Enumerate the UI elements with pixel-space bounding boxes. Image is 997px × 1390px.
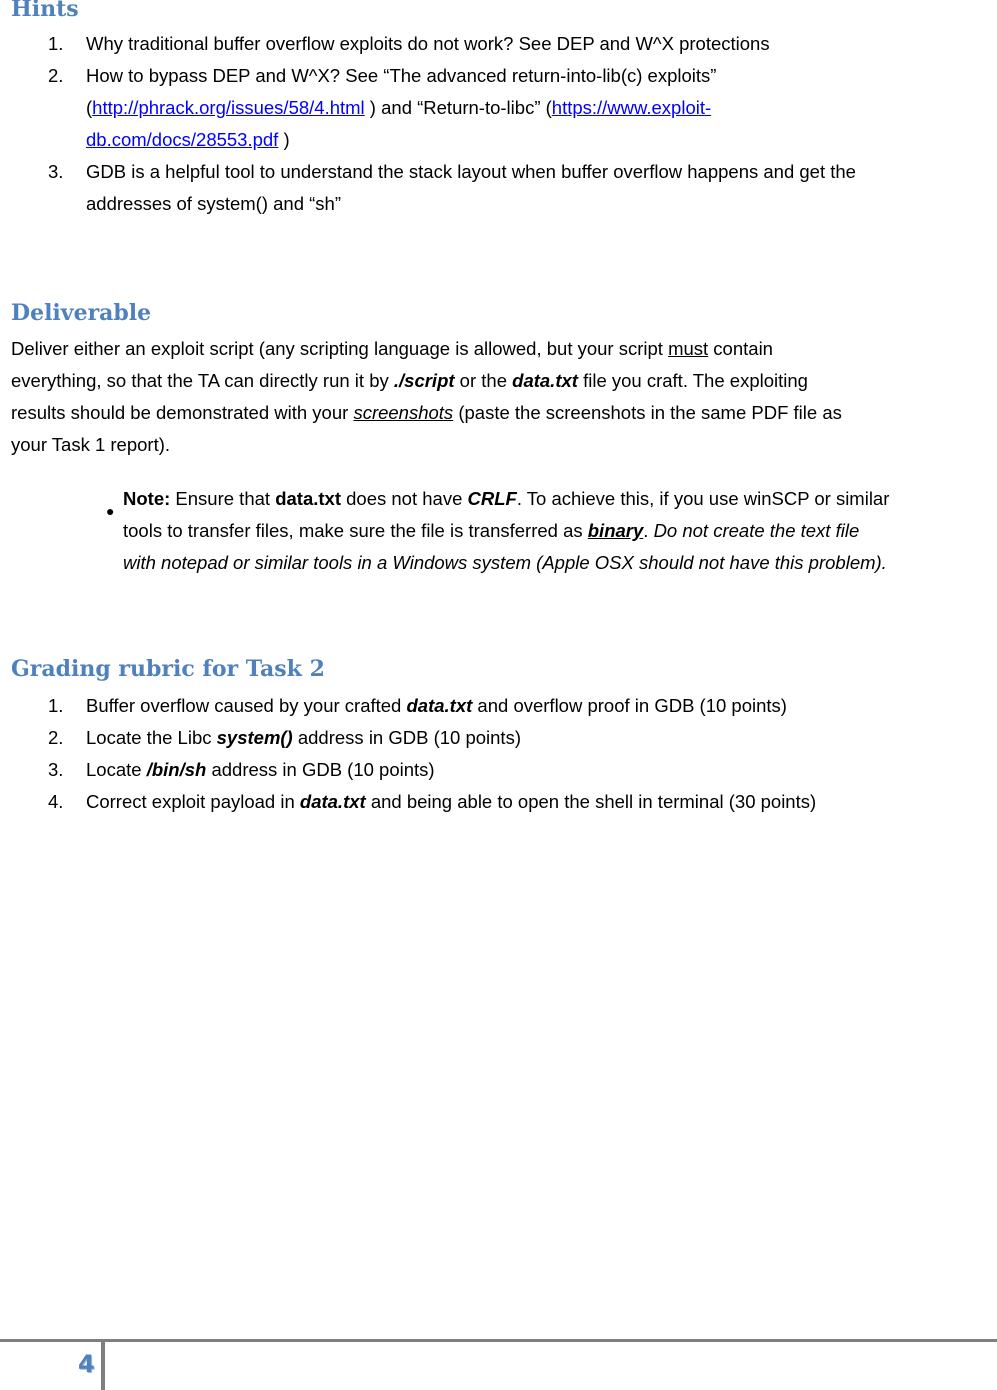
hint-number-2: 2. bbox=[48, 65, 64, 86]
note-line-1: Note: Ensure that data.txt does not have CRLF. To achieve this, if you use winSCP or similar bbox=[123, 488, 890, 509]
hint-text-1: Why traditional buffer overflow exploits do not work? See DEP and W^X protections bbox=[86, 33, 770, 54]
hint-text-3a: GDB is a helpful tool to understand the stack layout when buffer overflow happens and get the bbox=[86, 161, 856, 182]
deliverable-heading: Deliverable bbox=[11, 300, 152, 326]
hints-heading: Hints bbox=[11, 0, 79, 22]
rubric-item-1: Buffer overflow caused by your crafted data.txt and overflow proof in GDB (10 points) bbox=[86, 695, 787, 716]
rubric-heading: Grading rubric for Task 2 bbox=[11, 656, 325, 682]
rubric-item-3: Locate /bin/sh address in GDB (10 points) bbox=[86, 759, 435, 780]
footer-vertical-bar bbox=[101, 1340, 105, 1390]
hint-number-3: 3. bbox=[48, 161, 64, 182]
phrack-link[interactable]: http://phrack.org/issues/58/4.html bbox=[92, 97, 365, 118]
footer-divider bbox=[0, 1339, 997, 1342]
rubric-number-1: 1. bbox=[48, 695, 64, 716]
hint-2-links-line-2: db.com/docs/28553.pdf ) bbox=[86, 129, 290, 150]
note-line-2: tools to transfer files, make sure the file is transferred as binary. Do not create the text file bbox=[123, 520, 860, 541]
page-number: 4 bbox=[78, 1350, 95, 1378]
rubric-number-2: 2. bbox=[48, 727, 64, 748]
rubric-number-3: 3. bbox=[48, 759, 64, 780]
deliverable-line-3: results should be demonstrated with your screenshots (paste the screenshots in the same PDF file as bbox=[11, 402, 842, 423]
rubric-item-2: Locate the Libc system() address in GDB (10 points) bbox=[86, 727, 521, 748]
bullet-icon: ● bbox=[106, 503, 115, 519]
hint-number-1: 1. bbox=[48, 33, 64, 54]
deliverable-line-2: everything, so that the TA can directly run it by ./script or the data.txt file you craft. The exploiting bbox=[11, 370, 808, 391]
hint-text-2: How to bypass DEP and W^X? See “The advanced return-into-lib(c) exploits” bbox=[86, 65, 717, 86]
exploit-db-link-part1[interactable]: https://www.exploit- bbox=[551, 97, 712, 118]
rubric-item-4: Correct exploit payload in data.txt and being able to open the shell in terminal (30 points) bbox=[86, 791, 817, 812]
deliverable-line-1: Deliver either an exploit script (any scripting language is allowed, but your script must contain bbox=[11, 338, 773, 359]
note-line-3: with notepad or similar tools in a Windows system (Apple OSX should not have this problem). bbox=[123, 552, 887, 573]
deliverable-line-4: your Task 1 report). bbox=[11, 434, 171, 455]
hint-text-3b: addresses of system() and “sh” bbox=[86, 193, 341, 214]
exploit-db-link-part2[interactable]: db.com/docs/28553.pdf bbox=[86, 129, 279, 150]
hint-2-links-line: (http://phrack.org/issues/58/4.html ) and “Return-to-libc” (https://www.exploit- bbox=[86, 97, 712, 118]
rubric-number-4: 4. bbox=[48, 791, 64, 812]
